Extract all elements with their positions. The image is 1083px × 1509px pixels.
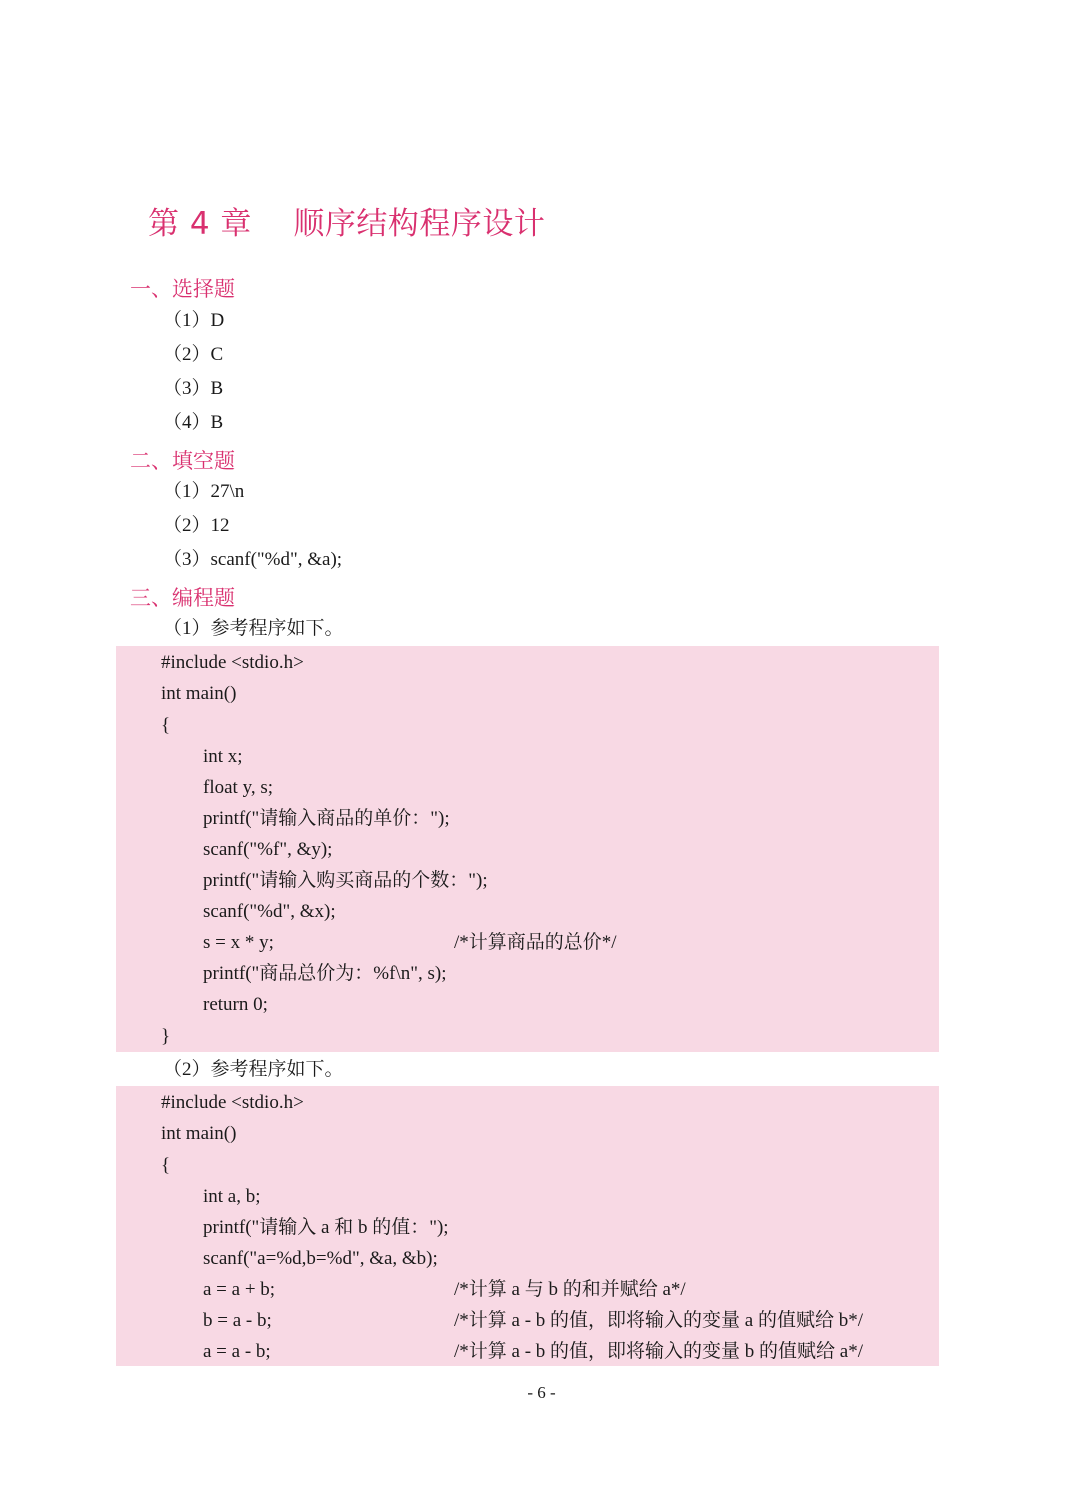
code-line: float y, s; bbox=[203, 777, 274, 798]
code-block-program2 bbox=[116, 1086, 939, 1366]
choice-answer-1: （1）D bbox=[163, 310, 225, 331]
choice-answer-2: （2）C bbox=[163, 344, 224, 365]
fill-answer-3: （3）scanf("%d", &a); bbox=[163, 549, 343, 570]
code-line: int main() bbox=[161, 683, 237, 704]
code-line: int a, b; bbox=[203, 1186, 261, 1207]
code-comment: /*计算 a - b 的值，即将输入的变量 a 的值赋给 b*/ bbox=[454, 1310, 864, 1331]
code-line: return 0; bbox=[203, 994, 268, 1015]
code-line: a = a + b; bbox=[203, 1279, 276, 1300]
page-number: - 6 - bbox=[527, 1383, 556, 1402]
program2-intro: （2）参考程序如下。 bbox=[163, 1059, 344, 1080]
code-line: scanf("a=%d,b=%d", &a, &b); bbox=[203, 1248, 438, 1269]
code-line: printf("请输入购买商品的个数："); bbox=[203, 870, 488, 891]
section-heading-programming: 三、编程题 bbox=[130, 586, 235, 610]
fill-answer-1: （1）27\n bbox=[163, 481, 245, 502]
code-line: { bbox=[161, 715, 171, 736]
code-line: } bbox=[161, 1026, 171, 1047]
section-heading-choice: 一、选择题 bbox=[130, 277, 235, 301]
code-line: b = a - b; bbox=[203, 1310, 272, 1331]
choice-answer-3: （3）B bbox=[163, 378, 224, 399]
code-line: int x; bbox=[203, 746, 243, 767]
code-comment: /*计算 a 与 b 的和并赋给 a*/ bbox=[454, 1279, 686, 1300]
code-line: printf("商品总价为：%f\n", s); bbox=[203, 963, 447, 984]
code-line: { bbox=[161, 1155, 171, 1176]
code-line: a = a - b; bbox=[203, 1341, 271, 1362]
code-line: scanf("%f", &y); bbox=[203, 839, 333, 860]
code-line: printf("请输入商品的单价："); bbox=[203, 808, 450, 829]
code-line: #include <stdio.h> bbox=[161, 652, 304, 673]
code-comment: /*计算 a - b 的值，即将输入的变量 b 的值赋给 a*/ bbox=[454, 1341, 864, 1362]
choice-answer-4: （4）B bbox=[163, 412, 224, 433]
code-line: printf("请输入 a 和 b 的值："); bbox=[203, 1217, 449, 1238]
code-comment: /*计算商品的总价*/ bbox=[454, 932, 617, 953]
code-block-program1 bbox=[116, 646, 939, 1052]
chapter-title: 第 4 章 顺序结构程序设计 bbox=[148, 206, 546, 242]
code-line: s = x * y; bbox=[203, 932, 274, 953]
program1-intro: （1）参考程序如下。 bbox=[163, 618, 344, 639]
section-heading-fill: 二、填空题 bbox=[130, 449, 235, 473]
fill-answer-2: （2）12 bbox=[163, 515, 230, 536]
code-line: scanf("%d", &x); bbox=[203, 901, 336, 922]
code-line: #include <stdio.h> bbox=[161, 1092, 304, 1113]
code-line: int main() bbox=[161, 1123, 237, 1144]
